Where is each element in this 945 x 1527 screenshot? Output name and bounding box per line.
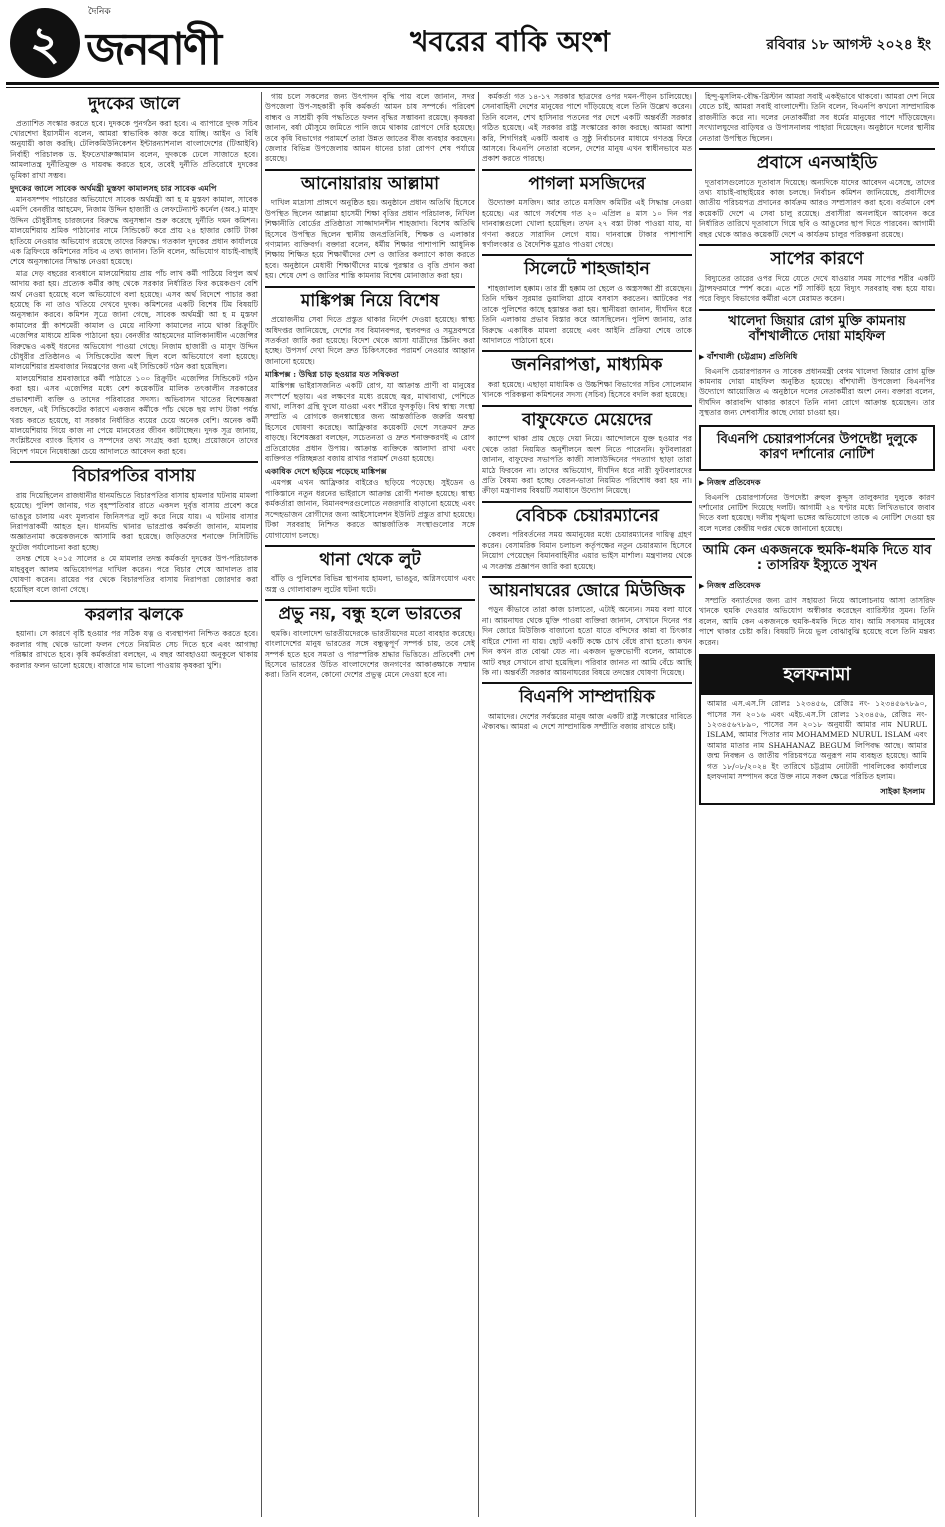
newspaper-logo: জনবাণী <box>86 24 221 75</box>
paragraph: বিএনপি চেয়ারপার্সনের উপদেষ্টা রুহুল কুদ্দুস তালুকদার দুলুকে কারণ দর্শানোর নোটিশ দিয়েছে দলটি। আগামী ২৪ ঘণ্টার মধ্যে লিখিতভাবে জবাব দিতে বলা হয়েছে। দলীয় শৃঙ্খলা ভঙ্গের অভিযোগে তাকে এ নোটিশ দেওয়া হয় বলে দলের কেন্দ্রীয় দপ্তর থেকে জানানো হয়েছে। <box>699 492 935 533</box>
paragraph: উদ্যোক্তা মসজিদ। আর তাতে মসজিদ কমিটির এই সিদ্ধান্ত নেওয়া হয়েছে। এর আগে সর্বশেষ গত ২০ এপ্রিল ৪ মাস ১০ দিন পর দানবাক্সগুলো খোলা হয়েছিল। তখন ২৭ বস্তা টাকা পাওয়া যায়, যা গণনা করতে সারাদিন লেগে যায়। দানবাক্সে টাকার পাশাপাশি স্বর্ণালংকার ও বৈদেশিক মুদ্রাও পাওয়া গেছে। <box>482 198 692 250</box>
headline-expat-nid: প্রবাসে এনআইডি <box>699 148 935 178</box>
paragraph: কর্মকর্তা গত ১৪-১৭ সরকার ছাত্রদের ওপর দমন-পীড়ন চালিয়েছে। সেনাবাহিনী দেশের মানুষের পাশে দাঁড়িয়েছে বলে তিনি উল্লেখ করেন। তিনি বলেন, শেখ হাসিনার পতনের পর দেশে একটি অন্তর্বর্তী সরকার গঠিত হয়েছে। এই সরকার রাষ্ট্র সংস্কারের কাজ করছে। আমরা আশা করি, শিগগিরই একটি অবাধ ও সুষ্ঠু নির্বাচনের মাধ্যমে গণতন্ত্র ফিরে আসবে। বিএনপি নেতারা বলেন, দেশের মানুষ এখন স্বাধীনভাবে মত প্রকাশ করতে পারছে। <box>482 92 692 164</box>
article-bnp-text <box>482 712 692 733</box>
column-2 <box>265 92 475 1517</box>
paragraph: সম্প্রতি বন্যার্তদের জন্য ত্রাণ সহায়তা নিয়ে আলোচনায় আসা তাসরিফ খানকে হুমকি দেওয়ার অভিযোগ অস্বীকার করেছেন ব্যারিস্টার সুমন। তিনি বলেন, আমি কেন একজনকে হুমকি-ধমকি দিতে যাব। আমি সবসময় মানুষের পাশে থাকার চেষ্টা করি। বিষয়টি নিয়ে ভুল বোঝাবুঝি হয়েছে বলে তিনি মন্তব্য করেন। <box>699 596 935 647</box>
masthead <box>0 0 945 86</box>
column-3 <box>482 92 692 1517</box>
headline-public-security: জননিরাপত্তা, মাধ্যমিক <box>482 350 692 380</box>
byline-banshkhali: ▶ বাঁশখালী (চট্টগ্রাম) প্রতিনিধি <box>699 351 935 364</box>
column-divider <box>261 92 262 1517</box>
subheadline-dudok: দুদকের জালে সাবেক অর্থমন্ত্রী মুস্তফা কামালসহ চার সাবেক এমপি <box>10 182 217 193</box>
paragraph: হিন্দু-মুসলিম-বৌদ্ধ-খ্রিস্টান আমরা সবাই একইভাবে থাকবো। আমরা দেশ নিয়ে যেতে চাই, আমরা সবাই বাংলাদেশী। তিনি বলেন, বিএনপি কখনো সাম্প্রদায়িক রাজনীতি করে না। দলের নেতাকর্মীরা সব ধর্মের মানুষের পাশে দাঁড়িয়েছেন। সংখ্যালঘুদের বাড়িঘর ও উপাসনালয় পাহারা দিয়েছেন। অনুষ্ঠানে দলের স্থানীয় নেতারা উপস্থিত ছিলেন। <box>699 92 935 143</box>
headline-sylhet-shahjahan: সিলেটে শাহজাহান <box>482 254 692 284</box>
article-india-text <box>265 629 475 681</box>
byline-own-reporter: ▶ নিজস্ব প্রতিবেদক <box>699 580 935 593</box>
subheadline-monkeypox-spread: একাধিক দেশে ছড়িয়ে পড়েছে মাঙ্কিপক্স <box>265 466 387 477</box>
headline-justice-house: বিচারপতির বাসায় <box>10 461 258 491</box>
subheadline-monkeypox: মাঙ্কিপক্স : উদ্বিগ্ন চাড় হওয়ার যত সম্বিকতা <box>265 369 399 380</box>
headline-sumon-tasrif: আমি কেন একজনকে হুমকি-ধমকি দিতে যাব : তাসরিফ ইস্যুতে সুখন <box>699 538 935 578</box>
paragraph: মাঙ্কিপক্স ভাইরাসজনিত একটি রোগ, যা আক্রান্ত প্রাণী বা মানুষের সংস্পর্শে ছড়ায়। এর লক্ষণের মধ্যে রয়েছে জ্বর, মাথাব্যথা, পেশিতে ব্যথা, লসিকা গ্রন্থি ফুলে যাওয়া এবং শরীরে ফুসকুড়ি। বিশ্ব স্বাস্থ্য সংস্থা সম্প্রতি এ রোগকে জনস্বাস্থ্যের জন্য আন্তর্জাতিক জরুরি অবস্থা হিসেবে ঘোষণা করেছে। আফ্রিকার কয়েকটি দেশে সংক্রমণ দ্রুত বাড়ছে। বিশেষজ্ঞরা বলছেন, সচেতনতা ও দ্রুত শনাক্তকরণই এ রোগ প্রতিরোধের প্রধান উপায়। আক্রান্ত ব্যক্তিকে আলাদা রাখা এবং ব্যক্তিগত পরিচ্ছন্নতা বজায় রাখার পরামর্শ দেওয়া হয়েছে। <box>265 381 475 464</box>
article-justice-text <box>10 491 258 596</box>
paragraph: কেবল। পরিবর্তনের সময় অমানুষের মধ্যে চেয়ারম্যানের দায়িত্ব গ্রহণ করেন। বেসামরিক বিমান চলাচল কর্তৃপক্ষের নতুন চেয়ারম্যান হিসেবে নিয়োগ পেয়েছেন বিমানবাহিনীর এয়ার ভাইস মার্শাল। মন্ত্রণালয় থেকে এ সংক্রান্ত প্রজ্ঞাপন জারি করা হয়েছে। <box>482 530 692 571</box>
affidavit-text: আমার এস.এস.সি রোলঃ ১২৩৪৫৬, রেজিঃ নং- ১২৩৪৫৬৭৮৯০, পাসের সন ২০১৬ এবং এইচ.এস.সি রোলঃ ১২৩৪৫৬, রেজিঃ নং- ১২৩৪৫৬৭৮৯০, পাসের সন ২০১৮ অনুযায়ী আমার নাম NURUL ISLAM, আমার পিতার নাম MOHAMMED NURUL ISLAM এবং আমার মাতার নাম SHAHANAZ BEGUM লিপিবদ্ধ আছে। আমার জন্ম নিবন্ধন ও জাতীয় পরিচয়পত্রে অনুরূপ নাম ব্যবহৃত হয়েছে। আমি গত ১৮/০৮/২০২৪ ইং তারিখে চট্টগ্রাম নোটারী পাবলিকের কার্যালয়ে হলফনামা সম্পাদন করে উক্ত নামে সকল ক্ষেত্রে পরিচিত হলাম। <box>707 699 927 781</box>
paragraph: মানবসম্পদ পাচারের অভিযোগে সাবেক অর্থমন্ত্রী আ হ ম মুস্তফা কামাল, সাবেক এমপি বেনজীর আহমেদ, নিজাম উদ্দিন হাজারী ও লেফটেন্যান্ট কর্নেল (অব.) মাসুদ উদ্দিন চৌধুরীসহ চারজনের বিরুদ্ধে অনুসন্ধান শুরু করেছে দুর্নীতি দমন কমিশন। মালয়েশিয়ায় শ্রমিক পাঠানোর নামে সিন্ডিকেট করে প্রায় ২৪ হাজার কোটি টাকা হাতিয়ে নেওয়ার অভিযোগ রয়েছে তাদের বিরুদ্ধে। গতকাল দুদকের প্রধান কার্যালয়ে এক ব্রিফিংয়ে কমিশনের সচিব এ তথ্য জানান। তিনি বলেন, অভিযোগ যাচাই-বাছাই শেষে অনুসন্ধানের সিদ্ধান্ত নেওয়া হয়েছে। <box>10 194 258 267</box>
headline-bebichok-chairman: বেবিচক চেয়ারম্যানের <box>482 501 692 531</box>
headline-thana-loot: থানা থেকে লুট <box>265 545 475 575</box>
paragraph: তদন্ত শেষে ২০১৫ সালের ৪ মে মামলার তদন্ত কর্মকর্তা দুদকের উপ-পরিচালক মাহবুবুল আলম অভিযোগপত্র দাখিল করেন। পরে বিচার শেষে আদালত রায় ঘোষণা করেন। রায়ের পর থেকে বিচারপতির বাসায় নিরাপত্তা জোরদার করা হয়েছিল বলে জানা গেছে। <box>10 554 258 595</box>
paragraph: করা হয়েছে। এছাড়া মাধ্যমিক ও উচ্চশিক্ষা বিভাগের সচিব সোলেমান খানকে পরিকল্পনা কমিশনের সদস্য (সচিব) হিসেবে বদলি করা হয়েছে। <box>482 379 692 400</box>
paragraph: হুমকি। বাংলাদেশ ভারতীয়দেরকে ভারতীয়দের মতো ব্যবহার করেছে। বাংলাদেশের মানুষ ভারতের সঙ্গে বন্ধুত্বপূর্ণ সম্পর্ক চায়, তবে সেই সম্পর্ক হতে হবে সমতা ও পারস্পরিক শ্রদ্ধার ভিত্তিতে। প্রতিবেশী দেশ হিসেবে ভারতের উচিত বাংলাদেশের জনগণের আকাঙ্ক্ষাকে সম্মান করা। তিনি বলেন, কোনো দেশের প্রভুত্ব মেনে নেওয়া হবে না। <box>265 628 475 680</box>
paragraph: বিদ্যুতের তারের ওপর দিয়ে যেতে দেখে যাওয়ার সময় সাপের শরীর একটি ট্রান্সফরমারে স্পর্শ করে। এতে শর্ট সার্কিট হয়ে বিদ্যুৎ সরবরাহ বন্ধ হয়ে যায়। পরে বিদ্যুৎ বিভাগের কর্মীরা এসে মেরামত করেন। <box>699 273 935 304</box>
column-1 <box>10 92 258 1517</box>
paragraph: গায় চলে সকলের জন্য উৎপাদন বৃদ্ধি পায় বলে জানান, সদর উপজেলা উপ-সহকারী কৃষি কর্মকর্তা আমন চাষ সম্পর্কে। পরিবেশ বান্ধব ও সাশ্রয়ী কৃষি পদ্ধতিতে ফলন বৃদ্ধির সম্ভাবনা রয়েছে। কৃষকরা জানান, বর্ষা মৌসুমে জমিতে পানি জমে থাকায় রোপণে দেরি হয়েছে। তবে কৃষি বিভাগের পরামর্শে তারা উন্নত জাতের বীজ ব্যবহার করছেন। জেলার বিভিন্ন উপজেলায় আমন ধানের চারা রোপণ শেষ পর্যায়ে রয়েছে। <box>265 92 475 164</box>
article-dudok-text <box>10 119 258 458</box>
article-monkeypox-text <box>265 315 475 541</box>
headline-snake: সাপের কারণে <box>699 244 935 274</box>
article-sylhet-text <box>482 284 692 346</box>
column-divider <box>695 92 696 1517</box>
headline-india-friend: প্রভু নয়, বন্ধু হলে ভারতের <box>265 599 475 629</box>
paragraph: বিএনপি চেয়ারপারসন ও সাবেক প্রধানমন্ত্রী বেগম খালেদা জিয়ার রোগ মুক্তি কামনায় দোয়া মাহফিল অনুষ্ঠিত হয়েছে। বাঁশখালী উপজেলা বিএনপির উদ্যোগে আয়োজিত এ অনুষ্ঠানে দলের নেতাকর্মীরা অংশ নেন। বক্তারা বলেন, দীর্ঘদিন কারাবন্দি থাকার কারণে তিনি নানা রোগে আক্রান্ত হয়েছেন। তার সুস্থতার জন্য দেশবাসীর কাছে দোয়া চাওয়া হয়। <box>699 366 935 418</box>
affidavit-signature: সাইকা ইসলাম <box>880 786 925 797</box>
paragraph: দাখিল মাদ্রাসা প্রাঙ্গণে অনুষ্ঠিত হয়। অনুষ্ঠানে প্রধান অতিথি হিসেবে উপস্থিত ছিলেন আল্লামা হাসেমী শিক্ষা বৃত্তির প্রধান পরিচালক, নিখিল শিক্ষানীতি বোর্ডের প্রতিষ্ঠাতা সাজ্জাদানশীন শাহজাদা। বিশেষ অতিথি হিসেবে উপস্থিত ছিলেন স্থানীয় জনপ্রতিনিধি, শিক্ষক ও এলাকার গণ্যমান্য ব্যক্তিবর্গ। বক্তারা বলেন, ধর্মীয় শিক্ষার পাশাপাশি আধুনিক শিক্ষায় শিক্ষিত হয়ে শিক্ষার্থীদের দেশ ও জাতির কল্যাণে কাজ করতে হবে। অনুষ্ঠানে মেধাবী শিক্ষার্থীদের মাঝে পুরস্কার ও বৃত্তি প্রদান করা হয়। শেষে দেশ ও জাতির শান্তি কামনায় বিশেষ মোনাজাত করা হয়। <box>265 198 475 281</box>
headline-monkeypox: মাঙ্কিপক্স নিয়ে বিশেষ <box>265 286 475 316</box>
page-number: ২ <box>10 8 80 78</box>
article-anowara-text <box>265 198 475 281</box>
article-korola-text <box>10 629 258 671</box>
section-title: খবরের বাকি অংশ <box>410 25 610 58</box>
article-security-text <box>482 380 692 401</box>
affidavit-notice <box>699 654 935 805</box>
article-bebichok-text <box>482 530 692 572</box>
daily-tag: দৈনিক <box>88 7 111 17</box>
affidavit-title: হলফনামা <box>701 656 933 695</box>
article-sumon-text <box>699 596 935 648</box>
masthead-rule-thin <box>6 87 939 88</box>
headline-korola: করলার ঝলকে <box>10 600 258 630</box>
paragraph: মালয়েশিয়ার শ্রমবাজারে কর্মী পাঠাতে ১০০ রিক্রুটিং এজেন্সির সিন্ডিকেট গঠন করা হয়। এসব এজেন্সির মধ্যে বেশ কয়েকটির মালিক তৎকালীন সরকারের প্রভাবশালী ব্যক্তি ও তাদের পরিবারের সদস্য। অভিবাসন খাতের বিশেষজ্ঞরা বলছেন, এই সিন্ডিকেটের কারণে একজন কর্মীকে পাঁচ থেকে ছয় লাখ টাকা পর্যন্ত খরচ করতে হয়েছে, যা সরকার নির্ধারিত ব্যয়ের চেয়ে অনেক বেশি। অনেক কর্মী মালয়েশিয়ায় গিয়ে কাজ না পেয়ে মানবেতর জীবন কাটাচ্ছেন। দুদক সূত্র জানায়, সংশ্লিষ্টদের ব্যাংক হিসাব ও সম্পদের তথ্য সংগ্রহ করা হচ্ছে। প্রয়োজনে তাদের বিদেশ গমনে নিষেধাজ্ঞা চেয়ে আদালতে আবেদন করা হবে। <box>10 373 258 456</box>
paragraph: এমপক্স এখন আফ্রিকার বাইরেও ছড়িয়ে পড়েছে। সুইডেন ও পাকিস্তানে নতুন ধরনের ভাইরাসে আক্রান্ত রোগী শনাক্ত হয়েছে। স্বাস্থ্য কর্মকর্তারা জানান, বিমানবন্দরগুলোতে নজরদারি বাড়ানো হয়েছে এবং সন্দেহভাজন রোগীদের জন্য আইসোলেশন ইউনিট প্রস্তুত রাখা হয়েছে। টিকা সরবরাহ নিশ্চিত করতে আন্তর্জাতিক সংস্থাগুলোর সঙ্গে যোগাযোগ চলছে। <box>265 478 475 540</box>
headline-bnp-communal: বিএনপি সাম্প্রদায়িক <box>482 682 692 712</box>
headline-bafufe-women: বাফুফেতে মেয়েদের <box>482 405 692 435</box>
column-4 <box>699 92 935 1517</box>
paragraph: মাত্র দেড় বছরের ব্যবধানে মালয়েশিয়ায় প্রায় পাঁচ লাখ কর্মী পাঠিয়ে বিপুল অর্থ আদায় করা হয়। প্রত্যেক কর্মীর কাছ থেকে সরকার নির্ধারিত ফির কয়েকগুণ বেশি অর্থ নেওয়া হয়েছে বলে অভিযোগে বলা হয়েছে। এসব অর্থ বিদেশে পাচার করা হয়েছে কি না তাও খতিয়ে দেখবে দুদক। কমিশনের একটি বিশেষ টিম বিষয়টি অনুসন্ধান করবে। কমিশন সূত্রে জানা গেছে, সাবেক অর্থমন্ত্রী আ হ ম মুস্তফা কামালের স্ত্রী কাশমেরী কামাল ও মেয়ে নাফিসা কামালের নামে থাকা রিক্রুটিং এজেন্সির মাধ্যমে শ্রমিক পাঠানো হয়। বেনজীর আহমেদের মালিকানাধীন এজেন্সির বিরুদ্ধেও একই ধরনের অভিযোগ পাওয়া গেছে। নিজাম হাজারী ও মাসুদ উদ্দিন চৌধুরীর প্রতিষ্ঠানও এ সিন্ডিকেটের অংশ ছিল বলে অভিযোগে বলা হয়েছে। মালয়েশিয়ার শ্রমবাজার নিয়ন্ত্রণের জন্য এই সিন্ডিকেট গঠন করা হয়েছিল। <box>10 268 258 372</box>
paragraph: প্রত্যাশিত সংস্কার করতে হবে। দুদককে পুনর্গঠন করা হবে। এ ব্যাপারে দুদক সচিব খোরশেদা ইয়াসমীন বলেন, আমরা স্বাভাবিক কাজ করে যাচ্ছি। আইন ও বিধি অনুযায়ী কাজ করছি। টেলিকমিউনিকেশন ইন্টারন্যাশনাল বাংলাদেশের (টিআইবি) নির্বাহী পরিচালক ড. ইফতেখারুজ্জামান বলেন, দুদককে ঢেলে সাজাতে হবে। আমলাতন্ত্র দুর্নীতিমুক্ত ও দায়বদ্ধ করতে হবে, তবেই দুর্নীতি প্রতিরোধে দুদকের ভূমিকা রাখা সম্ভব। <box>10 118 258 180</box>
masthead-rule <box>6 82 939 85</box>
article-bafufe-text <box>482 434 692 496</box>
headline-anowara: আনোয়ারায় আল্লামা <box>265 169 475 199</box>
article-doa-text <box>699 367 935 419</box>
paragraph: প্রয়োজনীয় সেবা দিতে প্রস্তুত থাকার নির্দেশ দেওয়া হয়েছে। স্বাস্থ্য অধিদপ্তর জানিয়েছে, দেশের সব বিমানবন্দর, স্থলবন্দর ও সমুদ্রবন্দরে সতর্কতা জারি করা হয়েছে। বিদেশ থেকে আসা যাত্রীদের স্ক্রিনিং করা হচ্ছে। উপসর্গ দেখা দিলে দ্রুত চিকিৎসকের পরামর্শ নেওয়ার আহ্বান জানানো হয়েছে। <box>265 315 475 366</box>
article-snake-text <box>699 274 935 305</box>
headline-dudok: দুদকের জালে <box>88 94 180 114</box>
paragraph: শাহজালাল হক্কাম। তার স্ত্রী হক্কাম তা ছেলে ও অস্ত্রসজ্জা শ্রী রয়েছেন। তিনি দক্ষিণ সুরমার ডুয়ালিয়া গ্রামে বসবাস করতেন। আটকের পর তাকে পুলিশের কাছে হস্তান্তর করা হয়। স্থানীয়রা জানান, দীর্ঘদিন ধরে তিনি এলাকায় প্রভাব বিস্তার করে আসছিলেন। পুলিশ জানায়, তার বিরুদ্ধে একাধিক মামলা রয়েছে এবং আইনি প্রক্রিয়া শেষে তাকে আদালতে পাঠানো হবে। <box>482 283 692 345</box>
paragraph: বাঁড়ি ও পুলিশের বিভিন্ন স্থাপনায় হামলা, ভাঙচুর, অগ্নিসংযোগ এবং অস্ত্র ও গোলাবারুদ লুটের ঘটনা ঘটে। <box>265 574 475 594</box>
date-line: রবিবার ১৮ আগস্ট ২০২৪ ইং <box>766 37 931 53</box>
paragraph: রায় দিয়েছিলেন রাজধানীর ধানমন্ডিতে বিচারপতির বাসায় হামলার ঘটনায় মামলা হয়েছে। পুলিশ জানায়, গত বৃহস্পতিবার রাতে একদল দুর্বৃত্ত বাসায় প্রবেশ করে ভাঙচুর চালায় এবং মূল্যবান জিনিসপত্র লুট করে নিয়ে যায়। এ ঘটনায় বাসার নিরাপত্তাকর্মী আহত হন। ধানমন্ডি থানার ভারপ্রাপ্ত কর্মকর্তা জানান, মামলায় অজ্ঞাতনামা কয়েকজনকে আসামি করা হয়েছে। জড়িতদের শনাক্তে সিসিটিভি ফুটেজ পর্যালোচনা করা হচ্ছে। <box>10 490 258 552</box>
paragraph: দূতাবাসগুলোতে দূতাবাস দিয়েছে। অন্যদিকে যাদের আবেদন এসেছে, তাদের তথ্য যাচাই-বাছাইয়ের কাজ চলছে। নির্বাচন কমিশন জানিয়েছে, প্রবাসীদের জাতীয় পরিচয়পত্র প্রদানের কার্যক্রম আরও সম্প্রসারণ করা হবে। বর্তমানে বেশ কয়েকটি দেশে এ সেবা চালু রয়েছে। প্রবাসীরা অনলাইনে আবেদন করে নির্ধারিত তারিখে দূতাবাসে গিয়ে ছবি ও আঙুলের ছাপ দিতে পারবেন। আগামী বছর থেকে আরও কয়েকটি দেশে এ কার্যক্রম চালুর পরিকল্পনা রয়েছে। <box>699 177 935 239</box>
paragraph: ক্যাম্পে থাকা প্রায় ছেড়ে দেয়া নিয়ে। আন্দোলনে যুক্ত হওয়ার পর থেকে তারা নিয়মিত অনুশীলনে অংশ নিতে পারেননি। ফুটবলাররা জানান, বাফুফের সভাপতি কাজী সালাউদ্দিনের পদত্যাগ ছাড়া তারা মাঠে ফিরবেন না। তাদের অভিযোগ, দীর্ঘদিন ধরে নারী ফুটবলারদের প্রতি বৈষম্য করা হচ্ছে। বেতন-ভাতা নিয়মিত পরিশোধ করা হয় না। ক্রীড়া মন্ত্রণালয় বিষয়টি সমাধানে উদ্যোগ নিয়েছে। <box>482 434 692 496</box>
paragraph: পড়ুন কীভাবে তারা কাজ চালাতো, এটাই অন্যেন। সময় বলা যাবে না। আয়নাঘর থেকে মুক্তি পাওয়া ব্যক্তিরা জানান, সেখানে দিনের পর দিন জোরে মিউজিক বাজানো হতো যাতে বন্দিদের কান্না বা চিৎকার বাইরে শোনা না যায়। ছোট একটি কক্ষে চোখ বেঁধে রাখা হতো। কখন দিন কখন রাত বোঝা যেত না। একজন ভুক্তভোগী বলেন, আমাকে আট বছর সেখানে রাখা হয়েছিল। পরিবার জানত না আমি বেঁচে আছি কি না। অন্তর্বর্তী সরকার আয়নাঘরের বিষয়ে তদন্তের ঘোষণা দিয়েছে। <box>482 605 692 677</box>
article-thana-text <box>265 574 475 595</box>
paragraph: হয়ানা। সে কারণে বৃষ্টি হওয়ার পর সঠিক যত্ন ও ব্যবস্থাপনা নিশ্চিত করতে হবে। করলার গাছ থেকে ভালো ফলন পেতে নিয়মিত সেচ দিতে হবে এবং আগাছা পরিষ্কার রাখতে হবে। কৃষি কর্মকর্তারা বলছেন, এ বছর আবহাওয়া অনুকূলে থাকায় করলার ফলন ভালো হয়েছে। বাজারে দাম ভালো পাওয়ায় কৃষকরা খুশি। <box>10 629 258 670</box>
column-divider <box>478 92 479 1517</box>
paragraph: আমাদের। দেশের সর্বস্তরের মানুষ আজ একটি রাষ্ট্র সংস্কারের দাবিতে ঐক্যবদ্ধ। আমরা এ দেশে সাম্প্রদায়িক সম্প্রীতি বজায় রাখতে চাই। <box>482 711 692 732</box>
article-pagla-text <box>482 198 692 250</box>
headline-aynaghar-music: আয়নাঘরের জোরে মিউজিক <box>482 576 692 606</box>
article-nid-text <box>699 178 935 240</box>
headline-dulu-notice: বিএনপি চেয়ারপার্সনের উপদেষ্টা দুলুকে কারণ দর্শানোর নোটিশ <box>716 431 918 462</box>
article-dulu-text <box>699 493 935 535</box>
article-continuation-text <box>265 92 475 165</box>
byline-own-reporter: ▶ নিজস্ব প্রতিবেদক <box>699 477 935 490</box>
article-continuation-text <box>482 92 692 165</box>
headline-pagla-mosque: পাগলা মসজিদের <box>482 169 692 199</box>
article-aynaghar-text <box>482 605 692 678</box>
boxed-headline-frame <box>699 425 935 471</box>
headline-khaleda-doa: খালেদা জিয়ার রোগ মুক্তি কামনায় বাঁশখালীতে দোয়া মাহফিল <box>699 309 935 349</box>
article-continuation-text <box>699 92 935 144</box>
